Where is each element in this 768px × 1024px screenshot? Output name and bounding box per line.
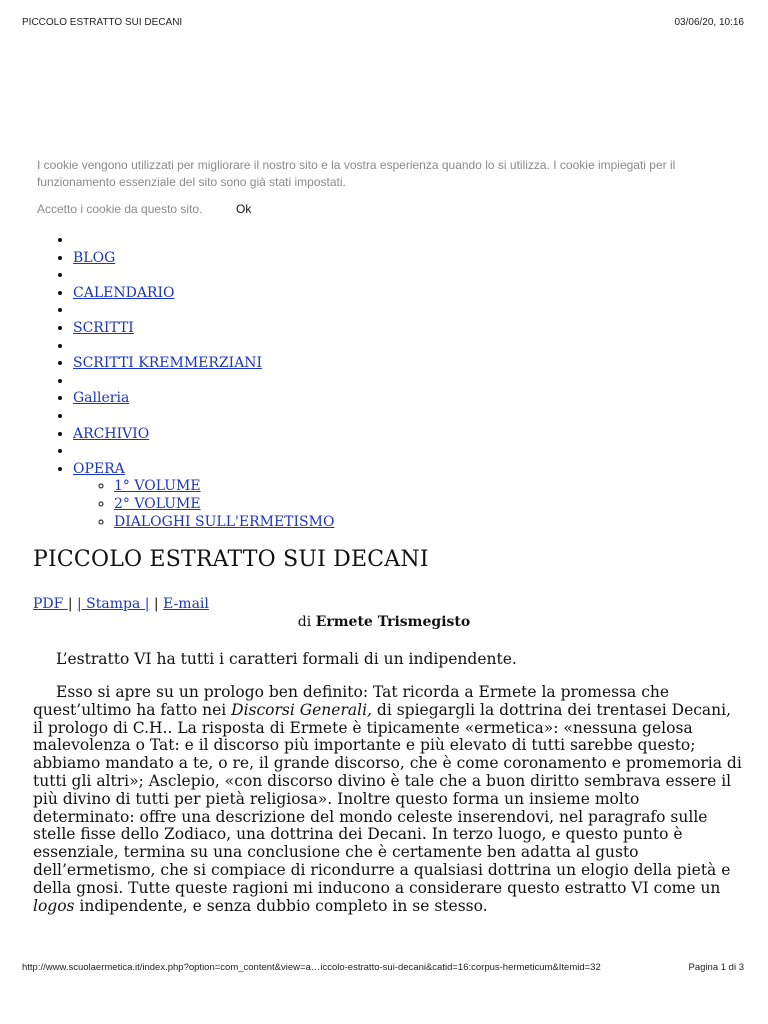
menu-link-calendario[interactable]: CALENDARIO [73,284,175,301]
article-paragraph-1: L’estratto VI ha tutti i caratteri formali di un indipendente. [56,650,517,668]
print-link[interactable]: | Stampa | [76,596,150,612]
submenu-item-dialoghi [114,514,334,532]
article-title: PICCOLO ESTRATTO SUI DECANI [33,547,429,572]
article-paragraph-2 [33,684,743,915]
submenu-item-volume-1 [114,478,334,496]
menu-link-scritti[interactable]: SCRITTI [73,319,134,336]
menu-item-empty [73,338,334,356]
cookie-message: I cookie vengono utilizzati per migliorare il nostro sito e la vostra esperienza quando lo si utilizza. I cookie impiegati per il funzionamento essenziale del sito sono già stati impostati. [37,158,676,189]
print-footer-page: Pagina 1 di 3 [688,962,744,973]
menu-link-blog[interactable]: BLOG [73,249,116,266]
email-link[interactable]: E-mail [163,596,209,612]
menu-item-empty [73,443,334,461]
menu-item-empty [73,408,334,426]
paragraph-text: Esso si apre su un prologo ben definito: Tat ricorda a Ermete la promessa che quest’ultimo ha fatto nei [33,683,670,719]
menu-item-scritti-kremmerziani [73,355,334,373]
menu-item-blog [73,250,334,268]
menu-link-scritti-kremmerziani[interactable]: SCRITTI KREMMERZIANI [73,355,263,372]
main-menu [32,232,334,531]
submenu-link-volume-2[interactable]: 2° VOLUME [114,495,201,512]
cookie-accept-text: Accetto i cookie da questo sito. [37,202,203,216]
print-header [22,17,744,33]
menu-item-empty [73,232,334,250]
cookie-ok-button[interactable]: Ok [236,202,252,216]
article-tools [33,596,209,612]
menu-item-empty [73,373,334,391]
tools-separator: | [67,596,77,612]
menu-item-galleria [73,390,334,408]
menu-item-archivio [73,426,334,444]
opera-submenu [73,478,334,531]
article-author: Ermete Trismegisto [315,614,471,630]
submenu-item-volume-2 [114,496,334,514]
menu-link-opera[interactable]: OPERA [73,460,125,477]
menu-link-galleria[interactable]: Galleria [73,390,130,407]
menu-item-opera [73,461,334,531]
pdf-link[interactable]: PDF [33,596,68,612]
menu-item-calendario [73,285,334,303]
submenu-link-volume-1[interactable]: 1° VOLUME [114,478,201,495]
print-header-title: PICCOLO ESTRATTO SUI DECANI [22,17,183,28]
paragraph-text: indipendente, e senza dubbio completo in se stesso. [74,896,488,915]
menu-item-empty [73,302,334,320]
paragraph-italic-text: Discorsi Generali, [231,700,372,719]
paragraph-italic-text: logos [33,896,75,915]
print-footer [22,962,744,976]
menu-link-archivio[interactable]: ARCHIVIO [73,425,150,442]
submenu-link-dialoghi[interactable]: DIALOGHI SULL'ERMETISMO [114,513,335,530]
print-header-datetime: 03/06/20, 10:16 [674,17,744,28]
paragraph-text: di spiegargli la dottrina dei trentasei Decani, il prologo di C.H.. La risposta di Ermete è tipicamente «ermetica»: «nessuna gelosa malevolenza o Tat: e il discorso più importante e più elevato di tutti sarebbe questo; abbiamo mandato a te, o re, il grande discorso, che è come coronamento e promemoria di tutti gli altri»; Asclepio, «con discorso divino è tale che a buon diritto sembrava essere il più divino di tutti per pietà religiosa». Inoltre questo forma un insieme molto determinato: offre una descrizione del mondo celeste inserendovi, nel paragrafo sulle stelle fisse dello Zodiaco, una dottrina dei Decani. In terzo luogo, e questo punto è essenziale, termina su una conclusione che è certamente ben adatta al gusto dell’ermetismo, che si compiace di ricondurre a qualsiasi dottrina un elogio della pietà e della gnosi. Tutte queste ragioni mi inducono a considerare questo estratto VI come un [33,700,742,897]
tools-separator: | [149,596,164,612]
menu-item-empty [73,267,334,285]
menu-item-scritti [73,320,334,338]
byline-prefix: di [297,614,316,630]
article-byline [0,614,768,630]
print-footer-url: http://www.scuolaermetica.it/index.php?option=com_content&view=a…iccolo-estratto-sui-decani&catid=16:corpus-hermeticum&Itemid=32 [22,962,601,973]
